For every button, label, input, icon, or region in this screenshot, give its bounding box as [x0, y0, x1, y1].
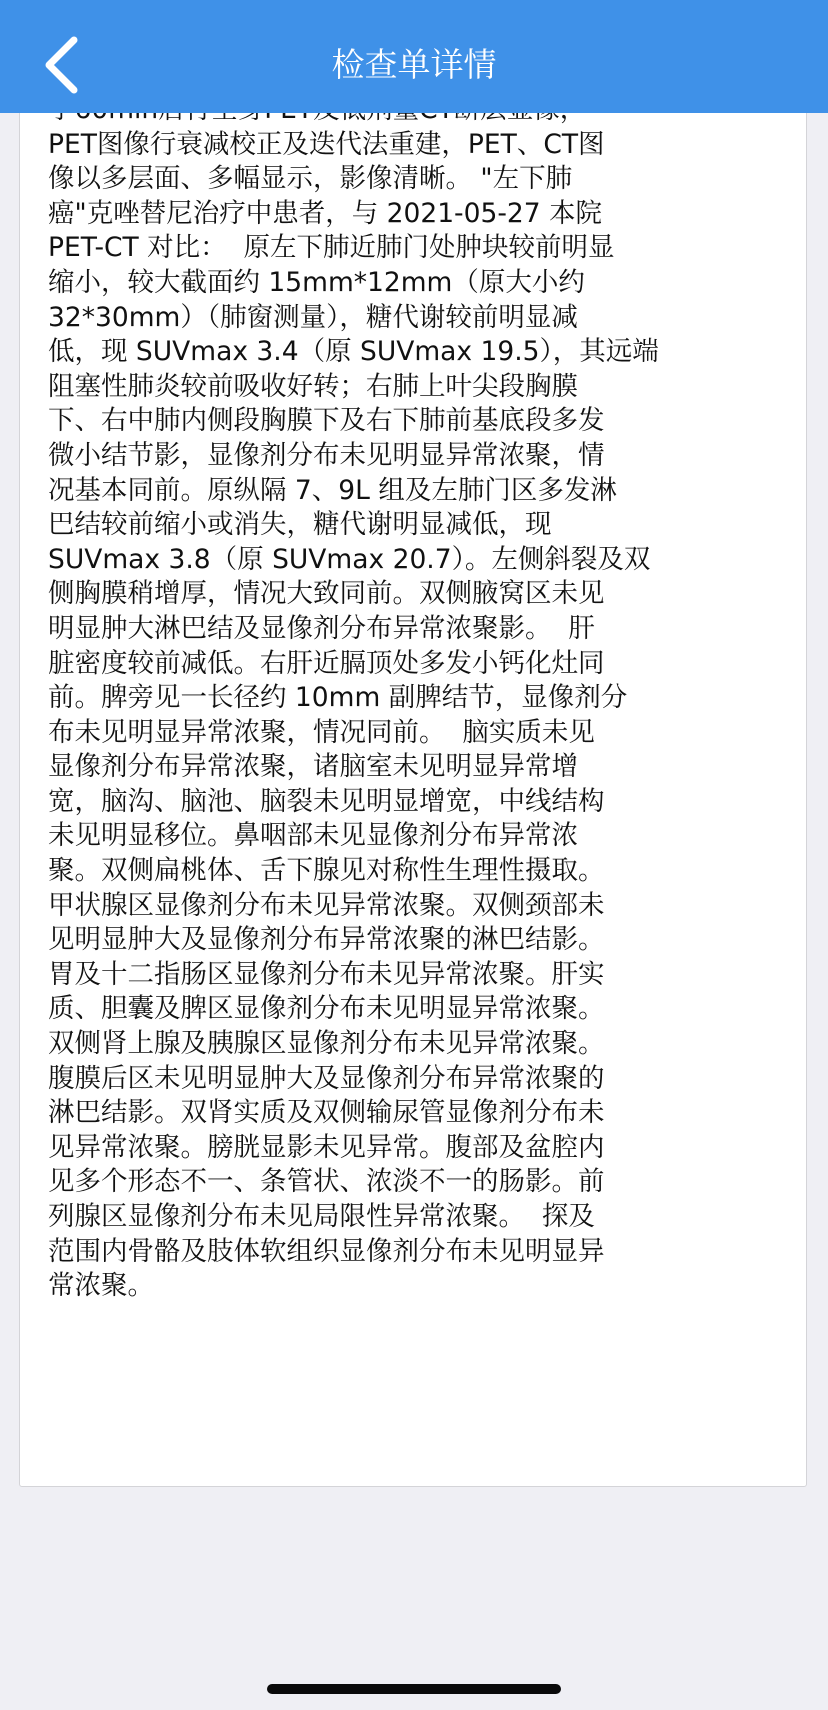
navigation-bar [0, 0, 828, 113]
report-line: 质、胆囊及脾区显像剂分布未见明显异常浓聚。 [48, 993, 605, 1025]
report-line: 腹膜后区未见明显肿大及显像剂分布异常浓聚的 [48, 1062, 605, 1094]
report-line: 宽，脑沟、脑池、脑裂未见明显增宽，中线结构 [48, 785, 605, 817]
report-line: 显像剂分布异常浓聚，诸脑室未见明显异常增 [48, 751, 578, 783]
report-line: 常浓聚。 [48, 1270, 154, 1302]
report-line: 见异常浓聚。膀胱显影未见异常。腹部及盆腔内 [48, 1131, 605, 1163]
report-line: 微小结节影，显像剂分布未见明显异常浓聚，情 [48, 439, 605, 471]
report-line: 范围内骨骼及肢体软组织显像剂分布未见明显异 [48, 1235, 605, 1267]
report-line: PET图像行衰减校正及迭代法重建，PET、CT图 [48, 128, 605, 160]
report-line: 明显肿大淋巴结及显像剂分布异常浓聚影。 肝 [48, 612, 595, 644]
report-line: 前。脾旁见一长径约 10mm 副脾结节，显像剂分 [48, 682, 628, 714]
report-line: 列腺区显像剂分布未见局限性异常浓聚。 探及 [48, 1201, 595, 1232]
report-line: 胃及十二指肠区显像剂分布未见异常浓聚。肝实 [48, 958, 605, 990]
report-line: 阻塞性肺炎较前吸收好转；右肺上叶尖段胸膜 [48, 370, 578, 402]
report-card [19, 60, 807, 1487]
report-line: 低，现 SUVmax 3.4（原 SUVmax 19.5），其远端 [48, 336, 659, 368]
report-line: SUVmax 3.8（原 SUVmax 20.7）。左侧斜裂及双 [48, 543, 651, 575]
report-text [48, 93, 800, 1304]
report-line: 未见明显移位。鼻咽部未见显像剂分布异常浓 [48, 820, 578, 852]
report-line: 侧胸膜稍增厚，情况大致同前。双侧腋窝区未见 [48, 578, 605, 610]
report-line: 淋巴结影。双肾实质及双侧输尿管显像剂分布未 [48, 1097, 605, 1129]
report-line: 双侧肾上腺及胰腺区显像剂分布未见异常浓聚。 [48, 1028, 605, 1060]
report-line: 脏密度较前减低。右肝近膈顶处多发小钙化灶同 [48, 647, 605, 679]
report-line: 缩小，较大截面约 15mm*12mm（原大小约 [48, 266, 585, 298]
page-title: 检查单详情 [331, 45, 497, 84]
report-line: 况基本同前。原纵隔 7、9L 组及左肺门区多发淋 [48, 474, 617, 506]
report-line: 见多个形态不一、条管状、浓淡不一的肠影。前 [48, 1166, 605, 1198]
report-line: 聚。双侧扁桃体、舌下腺见对称性生理性摄取。 [48, 855, 605, 887]
report-line: 像以多层面、多幅显示，影像清晰。 "左下肺 [48, 163, 573, 195]
report-line: PET-CT 对比： 原左下肺近肺门处肿块较前明显 [48, 232, 615, 264]
report-line: 布未见明显异常浓聚，情况同前。 脑实质未见 [48, 716, 595, 748]
report-line: 见明显肿大及显像剂分布异常浓聚的淋巴结影。 [48, 924, 605, 956]
report-line: 甲状腺区显像剂分布未见异常浓聚。双侧颈部未 [48, 889, 605, 921]
report-line: 下、右中肺内侧段胸膜下及右下肺前基底段多发 [48, 405, 605, 437]
report-line: 32*30mm）（肺窗测量），糖代谢较前明显减 [48, 301, 578, 333]
report-line: 癌"克唑替尼治疗中患者，与 2021-05-27 本院 [48, 197, 603, 229]
home-indicator[interactable] [267, 1684, 561, 1694]
report-line: 巴结较前缩小或消失，糖代谢明显减低，现 [48, 509, 552, 541]
